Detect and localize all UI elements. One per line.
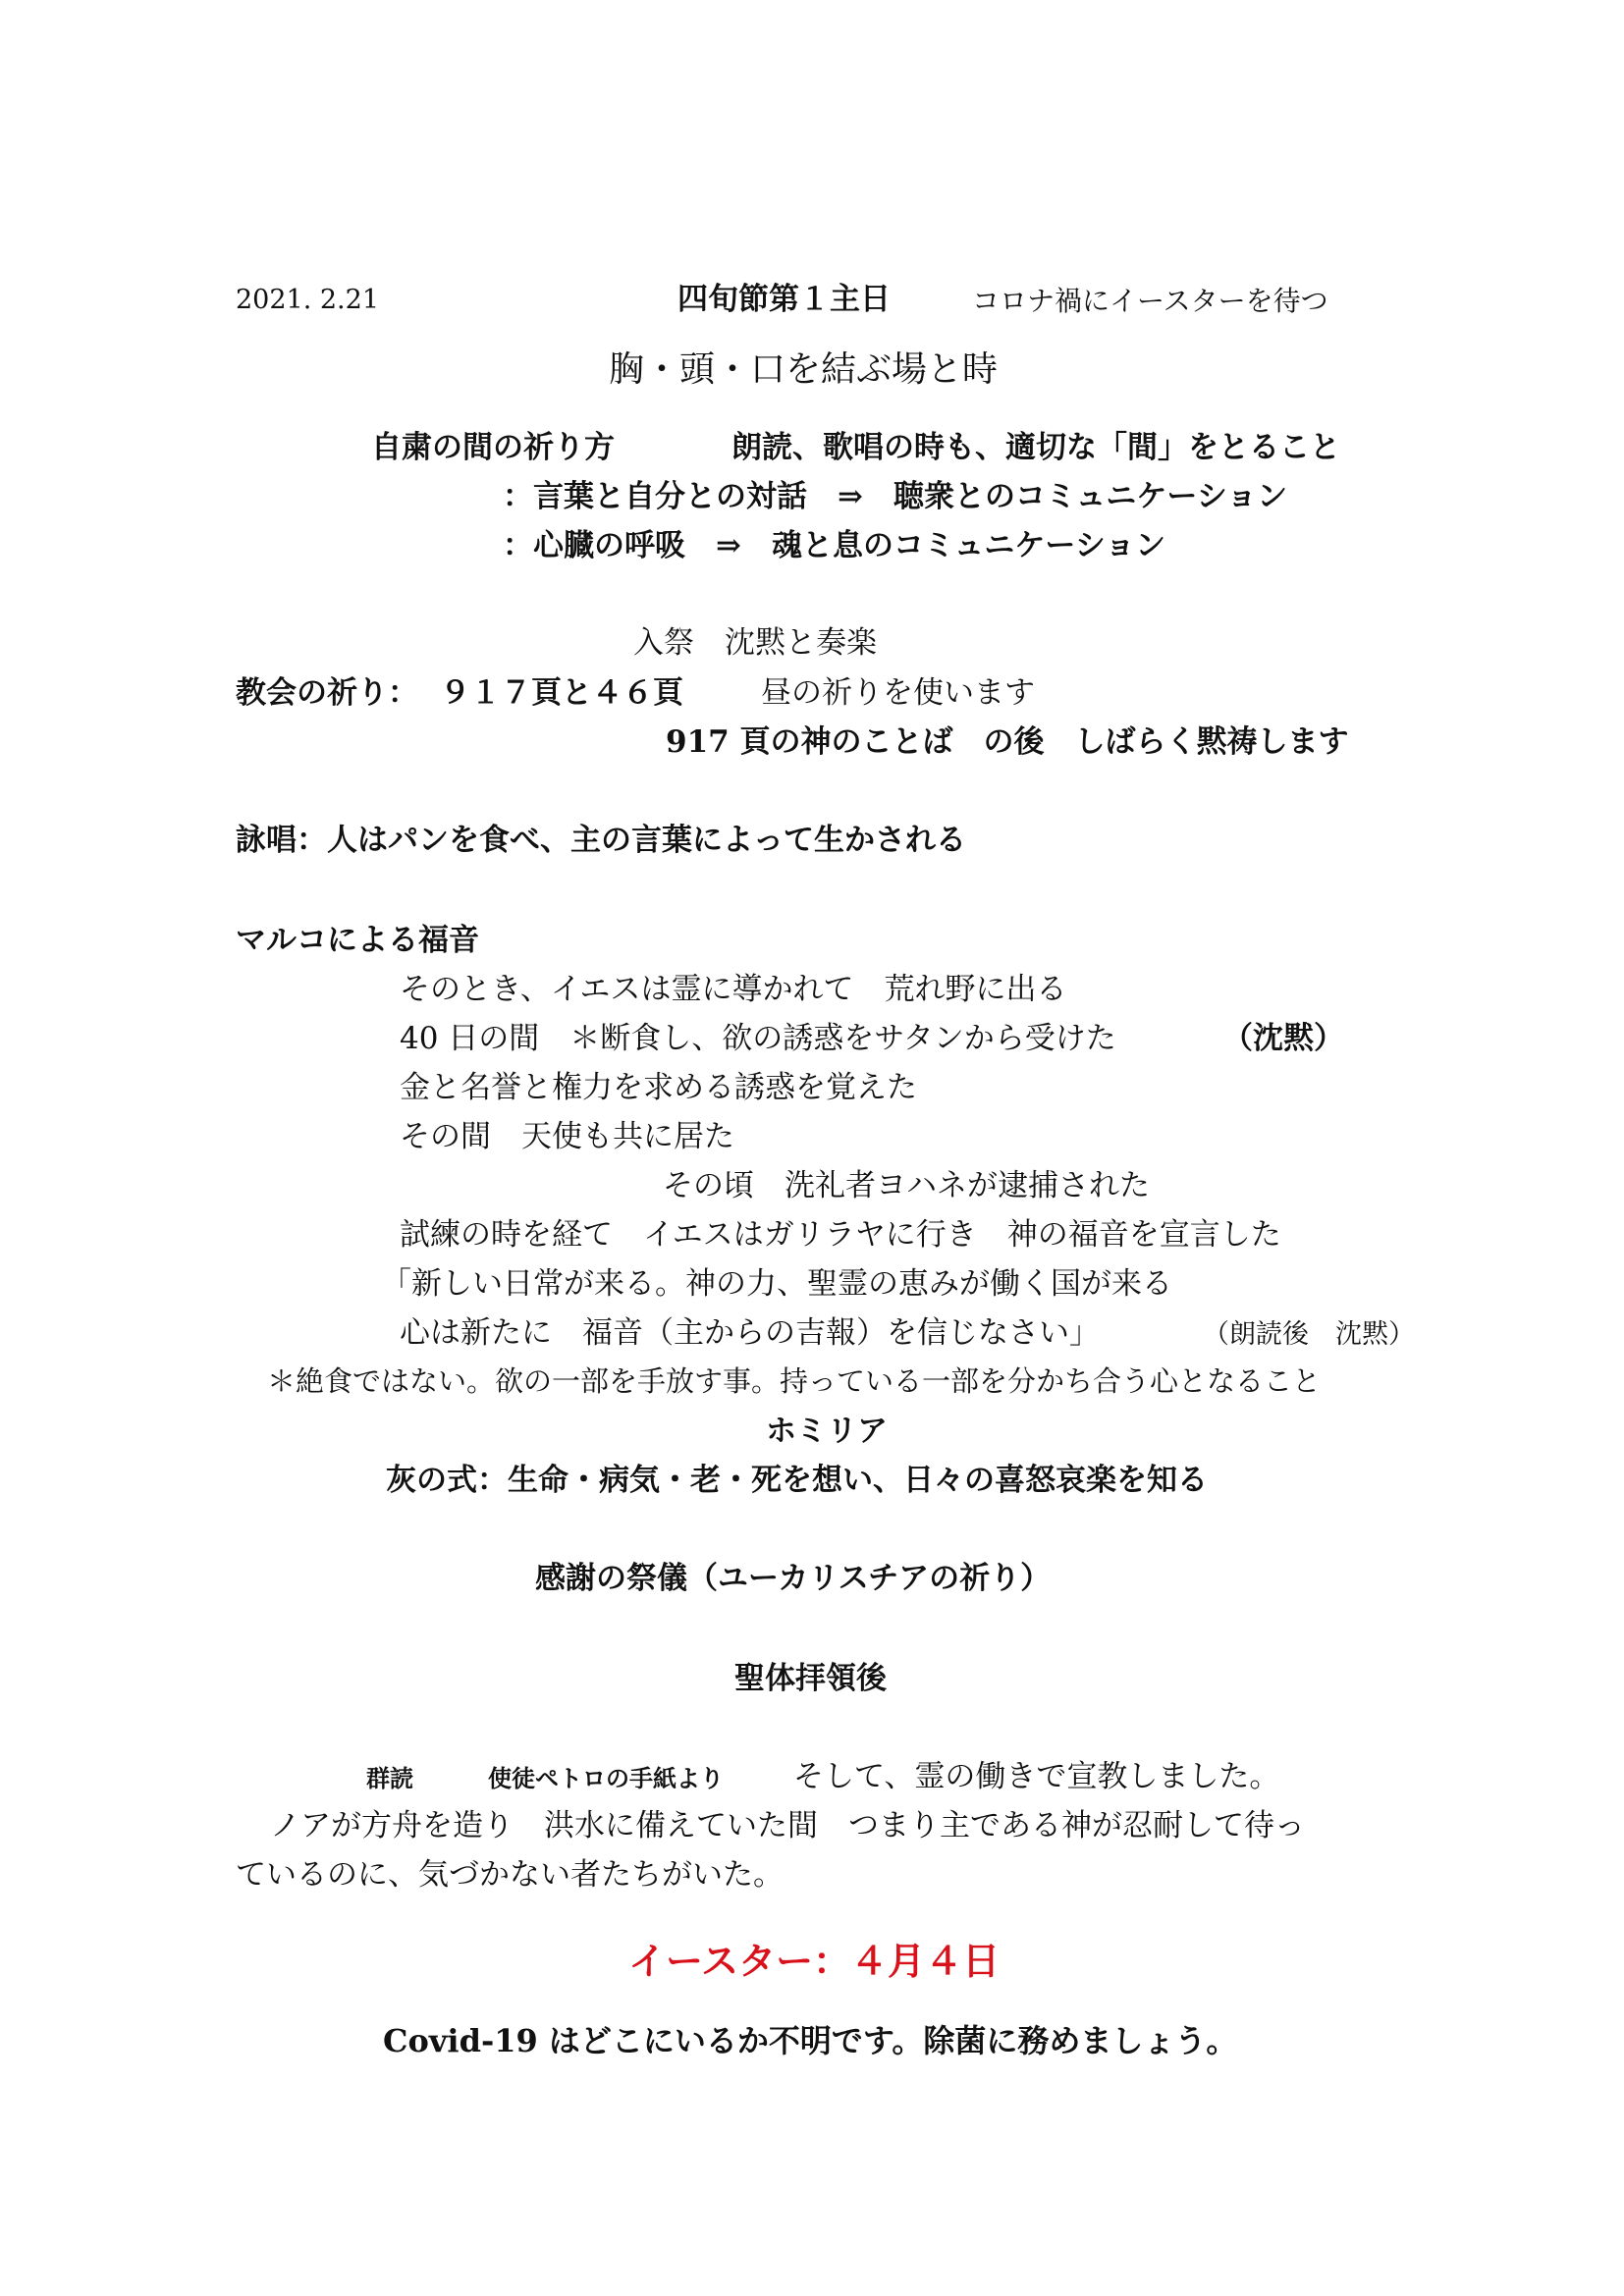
prayer-method-line2: ：言葉と自分との対話 ⇒ 聴衆とのコミュニケーション [503, 479, 1288, 514]
ash-rite: 灰の式：生命・病気・老・死を想い、日々の喜怒哀楽を知る [386, 1463, 1208, 1498]
prayer-method-line1: 朗読、歌唱の時も、適切な「間」をとること [731, 430, 1340, 465]
reading-label: 群読 [366, 1764, 413, 1792]
church-prayer-label: 教会の祈り： [236, 675, 418, 711]
gospel-line: 試練の時を経て イエスはガリラヤに行き 神の福音を宣言した [400, 1217, 1281, 1253]
reading-source: 使徒ペトロの手紙より [488, 1764, 724, 1792]
gospel-line: 40 日の間 ＊断食し、欲の誘惑をサタンから受けた [400, 1021, 1116, 1056]
gospel-line: その間 天使も共に居た [400, 1119, 734, 1154]
gospel-line: その頃 洗礼者ヨハネが逮捕された [663, 1168, 1150, 1203]
gospel-line: 「新しい日常が来る。神の力、聖霊の恵みが働く国が来る [381, 1266, 1172, 1302]
church-prayer-pages: ９１７頁と４６頁 [440, 675, 683, 711]
page-title: 胸・頭・口を結ぶ場と時 [609, 349, 999, 390]
subtitle: コロナ禍にイースターを待つ [972, 285, 1328, 317]
after-reading-note: （朗読後 沈黙） [1203, 1319, 1415, 1350]
covid-notice: Covid-19 はどこにいるか不明です。除菌に務めましょう。 [383, 2022, 1238, 2059]
chant: 詠唱：人はパンを食べ、主の言葉によって生かされる [236, 823, 966, 858]
date: 2021. 2.21 [236, 285, 379, 315]
gospel-line: 心は新たに 福音（主からの吉報）を信じなさい」 [400, 1315, 1100, 1351]
church-prayer-note: 昼の祈りを使います [761, 675, 1035, 711]
gospel-line: そのとき、イエスは霊に導かれて 荒れ野に出る [400, 972, 1067, 1007]
gospel-line: 金と名誉と権力を求める誘惑を覚えた [400, 1070, 917, 1105]
prayer-method-line3: ：心臓の呼吸 ⇒ 魂と息のコミュニケーション [503, 528, 1166, 563]
occasion: 四旬節第１主日 [677, 282, 891, 317]
reading-lead: そして、霊の働きで宣教しました。 [793, 1759, 1280, 1794]
easter-date: イースター：４月４日 [628, 1939, 1001, 1983]
after-communion: 聖体拝領後 [734, 1661, 887, 1696]
prayer-method-label: 自粛の間の祈り方 [371, 430, 615, 465]
entrance: 入祭 沈黙と奏楽 [633, 625, 877, 661]
gospel-footnote: ＊絶食ではない。欲の一部を手放す事。持っている一部を分かち合う心となること [267, 1364, 1322, 1398]
reading-line2: ているのに、気づかない者たちがいた。 [236, 1857, 784, 1893]
homily: ホミリア [766, 1414, 888, 1449]
gospel-heading: マルコによる福音 [236, 923, 479, 958]
reading-line1: ノアが方舟を造り 洪水に備えていた間 つまり主である神が忍耐して待っ [270, 1808, 1305, 1843]
eucharist: 感謝の祭儀（ユーカリスチアの祈り） [535, 1561, 1052, 1596]
church-prayer-followup: 917 頁の神のことば の後 しばらく黙祷します [666, 724, 1349, 760]
silence-mark: （沈黙） [1222, 1021, 1344, 1056]
